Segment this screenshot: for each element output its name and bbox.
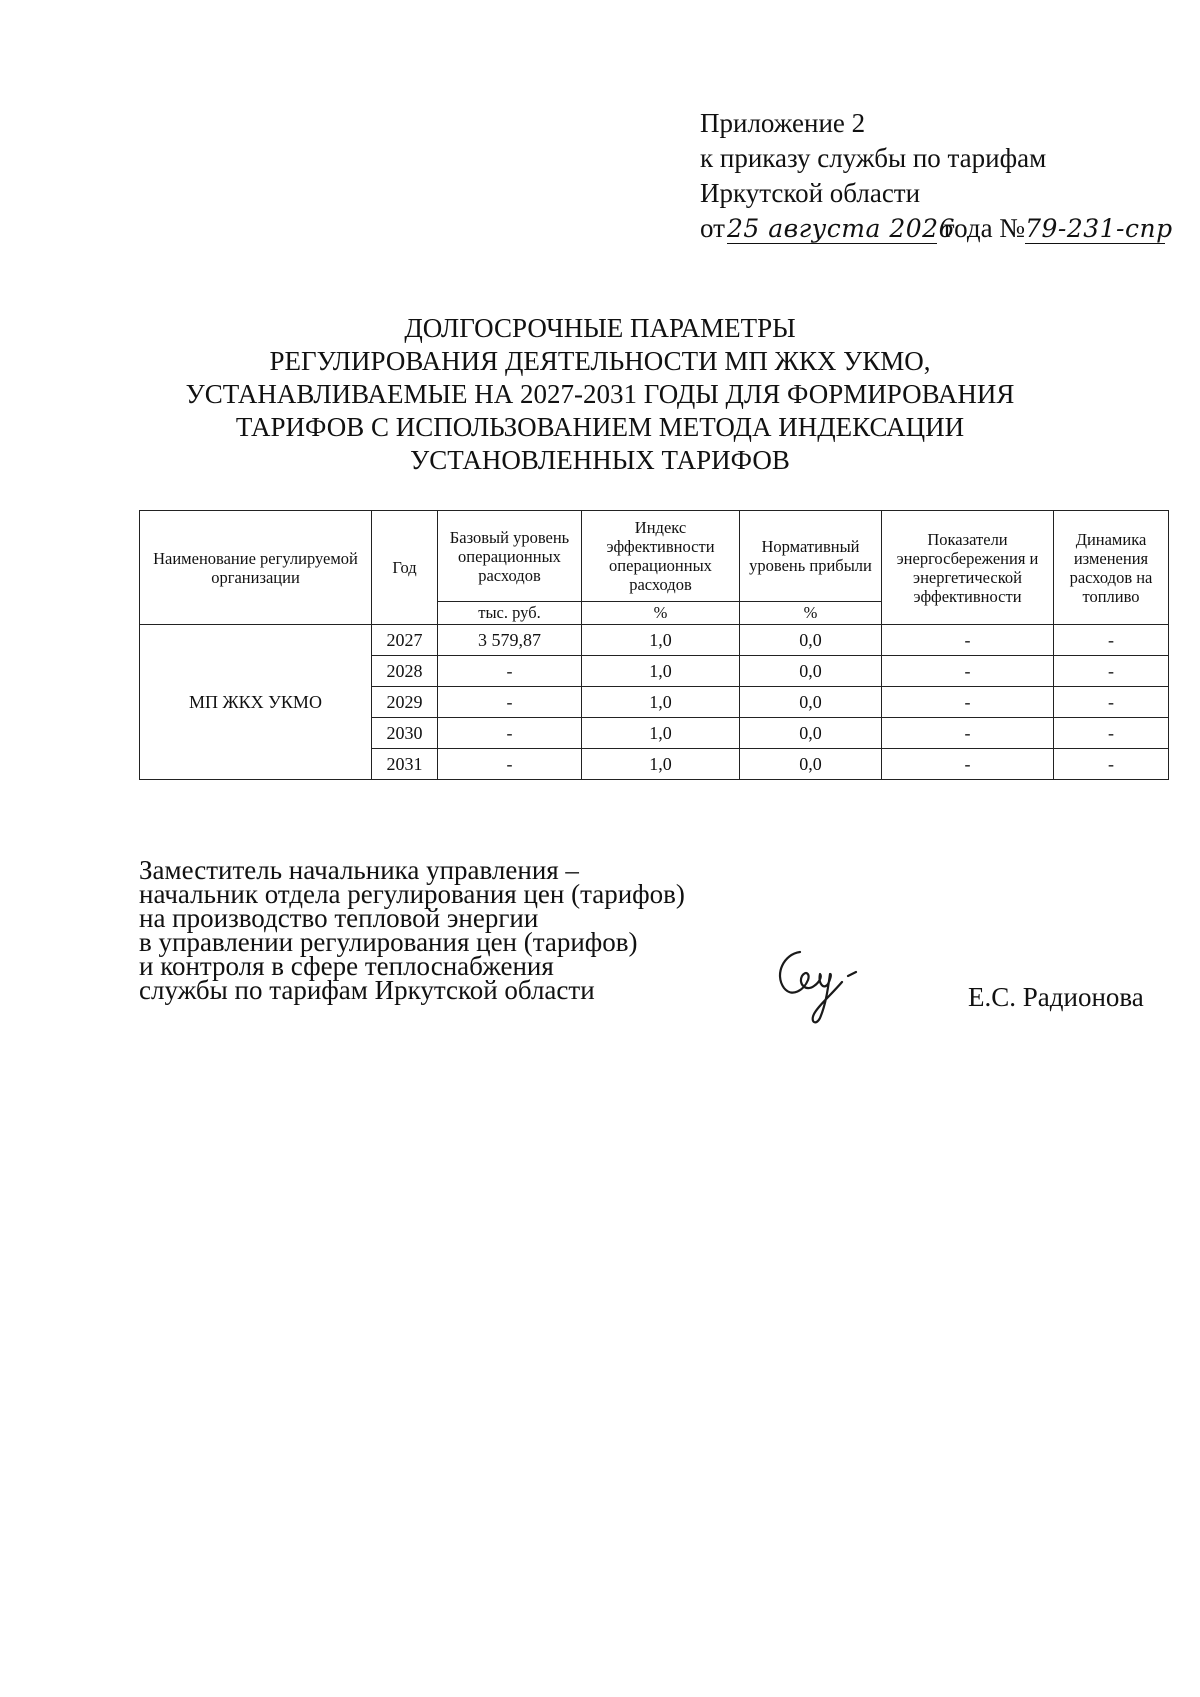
- title-line-2: РЕГУЛИРОВАНИЯ ДЕЯТЕЛЬНОСТИ МП ЖКХ УКМО,: [269, 346, 931, 376]
- cell-profit-level: 0,0: [740, 687, 882, 718]
- header-efficiency-index: Индекс эффективности операционных расходов: [582, 511, 740, 602]
- unit-profit-level: %: [740, 602, 882, 625]
- header-base-opex: Базовый уровень операционных расходов: [438, 511, 582, 602]
- appendix-date-line: [700, 211, 1180, 246]
- cell-energy-saving: -: [882, 656, 1054, 687]
- cell-year: 2030: [372, 718, 438, 749]
- cell-fuel-dynamics: -: [1054, 718, 1169, 749]
- parameters-table: [139, 510, 1169, 780]
- signatory-line-5: и контроля в сфере теплоснабжения: [139, 951, 554, 981]
- signatory-line-6: службы по тарифам Иркутской области: [139, 975, 595, 1005]
- cell-year: 2028: [372, 656, 438, 687]
- cell-base-opex: -: [438, 687, 582, 718]
- cell-base-opex: -: [438, 718, 582, 749]
- cell-profit-level: 0,0: [740, 718, 882, 749]
- handwritten-order-number: 79-231-спр: [1025, 214, 1173, 243]
- appendix-header: [700, 106, 1180, 246]
- cell-efficiency-index: 1,0: [582, 687, 740, 718]
- cell-profit-level: 0,0: [740, 656, 882, 687]
- cell-energy-saving: -: [882, 749, 1054, 780]
- document-title: [100, 312, 1100, 477]
- appendix-region: Иркутской области: [700, 178, 921, 208]
- handwritten-date: 25 августа 2026: [726, 214, 955, 243]
- title-line-4: ТАРИФОВ С ИСПОЛЬЗОВАНИЕМ МЕТОДА ИНДЕКСАЦИИ: [235, 412, 965, 442]
- from-label: от: [700, 213, 725, 243]
- header-energy-saving: Показатели энергосбережения и энергетической эффективности: [882, 511, 1054, 625]
- cell-fuel-dynamics: -: [1054, 656, 1169, 687]
- cell-energy-saving: -: [882, 625, 1054, 656]
- header-profit-level: Нормативный уровень прибыли: [740, 511, 882, 602]
- signatory-name: Е.С. Радионова: [968, 982, 1144, 1012]
- unit-base-opex: тыс. руб.: [438, 602, 582, 625]
- appendix-title: Приложение 2: [700, 108, 866, 138]
- signatory-line-3: на производство тепловой энергии: [139, 903, 539, 933]
- header-year: Год: [372, 511, 438, 625]
- org-name-cell: МП ЖКХ УКМО: [140, 625, 372, 780]
- cell-base-opex: 3 579,87: [438, 625, 582, 656]
- cell-year: 2029: [372, 687, 438, 718]
- cell-energy-saving: -: [882, 718, 1054, 749]
- year-number-label: года №: [943, 213, 1026, 243]
- cell-fuel-dynamics: -: [1054, 625, 1169, 656]
- handwritten-signature: [770, 944, 870, 1028]
- title-line-1: ДОЛГОСРОЧНЫЕ ПАРАМЕТРЫ: [404, 313, 796, 343]
- cell-efficiency-index: 1,0: [582, 718, 740, 749]
- signatory-line-1: Заместитель начальника управления –: [139, 855, 579, 885]
- header-fuel-dynamics: Динамика изменения расходов на топливо: [1054, 511, 1169, 625]
- header-org: Наименование регулируемой организации: [140, 511, 372, 625]
- cell-profit-level: 0,0: [740, 625, 882, 656]
- cell-fuel-dynamics: -: [1054, 749, 1169, 780]
- title-line-3: УСТАНАВЛИВАЕМЫЕ НА 2027-2031 ГОДЫ ДЛЯ ФОРМИРОВАНИЯ: [185, 379, 1015, 409]
- cell-efficiency-index: 1,0: [582, 656, 740, 687]
- signatory-line-2: начальник отдела регулирования цен (тарифов): [139, 879, 685, 909]
- signatory-position: [139, 855, 685, 1005]
- cell-year: 2027: [372, 625, 438, 656]
- cell-profit-level: 0,0: [740, 749, 882, 780]
- title-line-5: УСТАНОВЛЕННЫХ ТАРИФОВ: [410, 445, 790, 475]
- cell-efficiency-index: 1,0: [582, 625, 740, 656]
- cell-efficiency-index: 1,0: [582, 749, 740, 780]
- signatory-line-4: в управлении регулирования цен (тарифов): [139, 927, 638, 957]
- table-row: [140, 625, 1169, 656]
- cell-energy-saving: -: [882, 687, 1054, 718]
- cell-fuel-dynamics: -: [1054, 687, 1169, 718]
- cell-base-opex: -: [438, 749, 582, 780]
- cell-base-opex: -: [438, 656, 582, 687]
- appendix-order-ref: к приказу службы по тарифам: [700, 143, 1047, 173]
- cell-year: 2031: [372, 749, 438, 780]
- unit-efficiency-index: %: [582, 602, 740, 625]
